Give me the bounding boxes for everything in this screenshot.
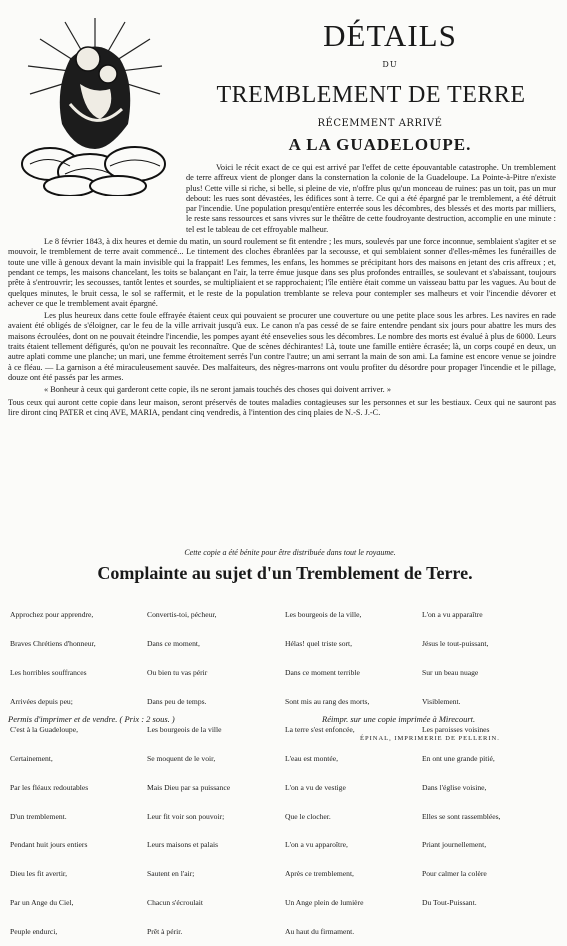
article-body bbox=[8, 163, 556, 420]
verse-line: C'est à la Guadeloupe, bbox=[10, 725, 79, 735]
verse-line: Sur un beau nuage bbox=[422, 667, 479, 677]
verse-line: Leur fit voir son pouvoir; bbox=[147, 811, 225, 821]
verse-line: L'on a vu apparaître bbox=[422, 610, 483, 620]
verse-line: Par un Ange du Ciel, bbox=[10, 898, 74, 907]
verse-line: Elles se sont rassemblées, bbox=[422, 811, 501, 821]
verse-line: Braves Chrétiens d'honneur, bbox=[10, 638, 96, 648]
verse-line: Par les fléaux redoutables bbox=[10, 782, 89, 792]
verse-line: Les bourgeois de la ville, bbox=[285, 610, 362, 620]
verse-line: Dans ce moment, bbox=[147, 638, 200, 648]
verse-line: Ou bien tu vas périr bbox=[147, 667, 208, 677]
reimpression-note: Réimpr. sur une copie imprimée à Mirecourt. bbox=[322, 714, 476, 724]
title-details: DÉTAILS bbox=[323, 18, 457, 53]
title-recemment: RÉCEMMENT ARRIVÉ bbox=[317, 118, 443, 129]
blessing-note: Cette copie a été bénite pour être distribuée dans tout le royaume. bbox=[184, 548, 396, 557]
verse-line: Approchez pour apprendre, bbox=[10, 610, 94, 620]
verse-line: Les horribles souffrances bbox=[10, 667, 87, 677]
verse-line: Arrivées depuis peu; bbox=[10, 696, 73, 706]
paragraph-blessing-instructions: Tous ceux qui auront cette copie dans leur maison, seront préservés de toutes maladies contagieuses sur les personnes et sur les bestiaux. Ceux qui ne sauront pas lire diront cinq PATER et cinq AVE, MARIA, pendant cinq vendredis, à l'intention des cinq plaies de N.-S. J.-C. bbox=[8, 397, 556, 417]
verse-line: Après ce tremblement, bbox=[285, 869, 354, 879]
verse-line: Certainement, bbox=[10, 754, 53, 764]
verse-line: Dans l'église voisine, bbox=[422, 782, 487, 792]
paragraph-event: Le 8 février 1843, à dix heures et demie du matin, un sourd roulement se fit entendre ; les murs, soulevés par une force inconnue, semblaient s'agiter et se mouvoir, le tremblement de terre avait commencé... Le tintement des cloches ébranlées par la secousse, et qui semblaient sonner d'elles-mêmes les funérailles de toute une ville à genoux devant la main invisible qui la frappait! Les femmes, les enfans, les hommes se précipitant hors des maisons en jetant des cris affreux ; et, pendant ce temps, les maisons chancelant, les toits se balançant en l'air, la terre émue jusque dans ses plus profondes entrailles, se soulevant et s'abaissant, toujours prête à s'entrouvrir; les secousses, tantôt lentes et sourdes, se multipliaient et se rapprochaient; l'île entière était comme un vaisseau battu par les vagues. Au bout de quelques minutes, le bruit cessa, le sol se raffermit, et le reste de la population tremblante se releva pour contempler ses malheurs et voir l'incendie dévorer et achever ce que le tremblement avait épargné. bbox=[8, 237, 556, 308]
verse-line: Un Ange plein de lumière bbox=[285, 898, 364, 907]
verse-line: Pour calmer la colère bbox=[422, 869, 487, 879]
verse-line: Chacun s'écroulait bbox=[147, 898, 203, 907]
verse-line: Les bourgeois de la ville bbox=[147, 725, 222, 735]
verse-line: Dieu les fit avertir, bbox=[10, 869, 68, 879]
verse-line: Priant journellement, bbox=[422, 840, 487, 850]
complainte-title: Complainte au sujet d'un Tremblement de Terre. bbox=[97, 563, 473, 583]
verse-line: Se moquent de le voir, bbox=[147, 754, 216, 764]
verse-line: Les paroisses voisines bbox=[422, 725, 490, 735]
verse-line: Jésus le tout-puissant, bbox=[422, 638, 489, 648]
verse-line: La terre s'est enfoncée, bbox=[285, 725, 355, 735]
verse-line: Dans ce moment terrible bbox=[285, 667, 360, 677]
verse-line: Visiblement. bbox=[422, 696, 461, 706]
complainte-column-2 bbox=[147, 591, 277, 946]
paragraph-intro: Voici le récit exact de ce qui est arrivé par l'effet de cette épouvantable catastrophe. Un tremblement de terre affreux vient de plonger dans la consternation la colonie de la Guadeloupe. La Pointe-à-Pitre n'existe plus! Cette ville si riche, si belle, si pleine de vie, n'offre plus qu'un monceau de ruines: pas un toit, pas un mur debout: les rues sont dévastées, les édifices sont à terre. Ce qui a été épargné par le tremblement, a été détruit par l'incendie. Une population presqu'entière enterrée sous les décombres, des blessés et des morts par milliers, le reste sans ressources et sans vivres sur le théâtre de cette foudroyante destruction, accomplie en une minute : tel est le tableau de cet effroyable malheur. bbox=[186, 163, 556, 234]
verse-line: Pendant huit jours entiers bbox=[10, 840, 88, 850]
printer-imprint: ÉPINAL, IMPRIMERIE DE PELLERIN. bbox=[360, 735, 500, 742]
verse-line: L'on a vu de vestige bbox=[285, 782, 346, 792]
title-guadeloupe: A LA GUADELOUPE. bbox=[288, 135, 472, 154]
verse-line: Au haut du firmament. bbox=[285, 926, 355, 936]
complainte-column-4 bbox=[422, 591, 562, 917]
title-tremblement: TREMBLEMENT DE TERRE bbox=[216, 82, 526, 108]
verse-line: L'on a vu apparoître, bbox=[285, 840, 348, 850]
verse-line: Peuple endurci, bbox=[10, 926, 58, 936]
verse-line: En ont une grande pitié, bbox=[422, 754, 495, 764]
verse-line: Leurs maisons et palais bbox=[147, 840, 219, 850]
complainte-column-3 bbox=[285, 591, 415, 946]
verse-line: L'eau est montée, bbox=[285, 754, 339, 764]
title-du: DU bbox=[382, 60, 398, 69]
verse-line: Hélas! quel triste sort, bbox=[285, 638, 353, 648]
verse-line: Du Tout-Puissant. bbox=[422, 898, 477, 907]
verse-line: Sautent en l'air; bbox=[147, 869, 195, 879]
verse-line: Sont mis au rang des morts, bbox=[285, 696, 370, 706]
paragraph-aftermath: Les plus heureux dans cette foule effrayée étaient ceux qui pouvaient se procurer une couverture ou une petite place sous les arbres. Les navires en rade avaient été obligés de s'éloigner, car le feu de la ville arrivait jusqu'à eux. Le canon n'a pas cessé de se faire entendre pendant six jours pour abattre les murs des maisons écroulées, dont on ne pouvait éteindre l'incendie, les pompes ayant été ensevelies sous les décombres. Le nombre des morts est évalué à plus de 6000. Leurs traits étaient tellement défigurés, qu'on ne pouvait les reconnaître. Que de scènes déchirantes! Là, toute une famille entière écrasée; là, un corps coupé en deux, un autre aplati comme une planche; un mari, une femme étroitement serrés l'un contre l'autre; un ami serrant la main de son ami. La famine est encore venue se joindre à ce fléau. — La garnison a été miraculeusement sauvée. Des malfaiteurs, des nègres-marrons ont voulu profiter du désordre pour propager l'incendie et le pillage, douze ont été passés par les armes. bbox=[8, 311, 556, 382]
verse-line: Dans peu de temps. bbox=[147, 696, 207, 706]
verse-line: Convertis-toi, pécheur, bbox=[147, 610, 217, 620]
paragraph-quote: « Bonheur à ceux qui garderont cette copie, ils ne seront jamais touchés des choses qui doivent arriver. » bbox=[44, 385, 391, 395]
verse-line: Prêt à périr. bbox=[147, 926, 183, 936]
verse-line: D'un tremblement. bbox=[10, 811, 67, 821]
verse-line: Que le clocher. bbox=[285, 811, 331, 821]
verse-line: Mais Dieu par sa puissance bbox=[147, 782, 231, 792]
complainte-column-1 bbox=[10, 591, 140, 946]
permis-imprimer-note: Permis d'imprimer et de vendre. ( Prix : 2 sous. ) bbox=[8, 714, 175, 724]
